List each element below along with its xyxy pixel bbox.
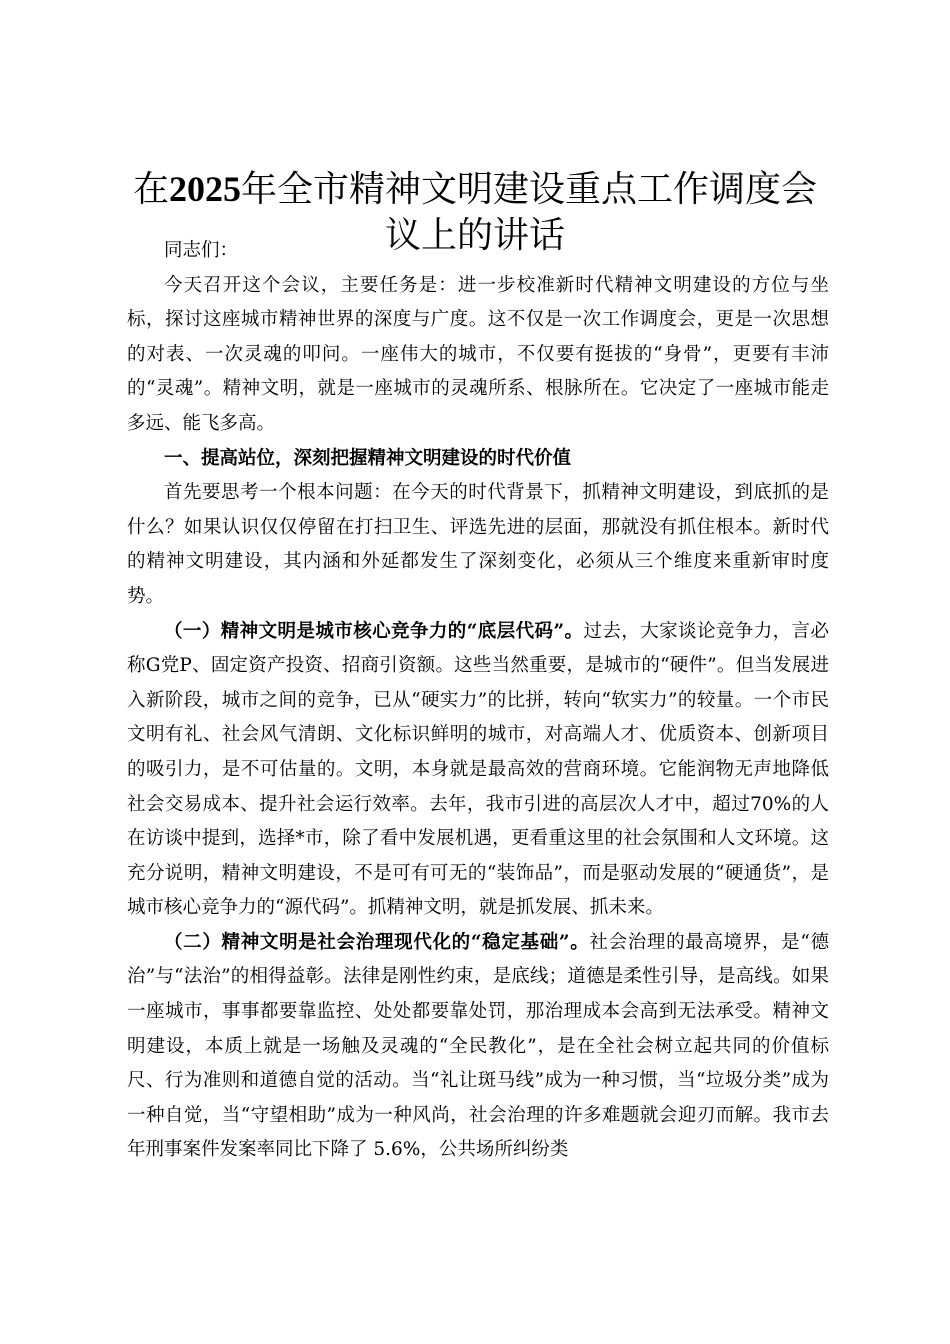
title-main: 年全市精神文明建设重点工作调度会 <box>241 169 818 210</box>
point-2-paragraph <box>127 926 829 1168</box>
title-prefix: 在 <box>132 169 169 210</box>
point-2-text: 社会治理的最高境界，是“德治”与“法治”的相得益彰。法律是刚性约束，是底线；道德是柔性引导，是高线。如果一座城市，事事都要靠监控、处处都要靠处罚，那治理成本会高到无法承受。精神文明建设，本质上就是一场触及灵魂的“全民教化”，是在全社会树立起共同的价值标尺、行为准则和道德自觉的活动。当“礼让斑马线”成为一种习惯，当“垃圾分类”成为一种自觉，当“守望相助”成为一种风尚，社会治理的许多难题就会迎刃而解。我市去年刑事案件发案率同比下降了 5.6%，公共场所纠纷类 <box>127 931 829 1161</box>
point-2-lead: （二）精神文明是社会治理现代化的“稳定基础”。 <box>164 931 590 953</box>
title-line-2: 议上的讲话 <box>384 215 565 256</box>
point-1-paragraph <box>127 615 829 926</box>
title-year: 2025 <box>169 169 241 209</box>
greeting: 同志们： <box>164 240 239 261</box>
section-1-intro: 首先要思考一个根本问题：在今天的时代背景下，抓精神文明建设，到底抓的是什么？如果认识仅仅停留在打扫卫生、评选先进的层面，那就没有抓住根本。新时代的精神文明建设，其内涵和外延都发生了深刻变化，必须从三个维度来重新审时度势。 <box>127 482 829 607</box>
section-1-heading: 一、提高站位，深刻把握精神文明建设的时代价值 <box>164 447 572 469</box>
document-body <box>127 234 829 1168</box>
point-1-text: 过去，大家谈论竞争力，言必称G党P、固定资产投资、招商引资额。这些当然重要，是城市的“硬件”。但当发展进入新阶段，城市之间的竞争，已从“硬实力”的比拼，转向“软实力”的较量。一个市民文明有礼、社会风气清朗、文化标识鲜明的城市，对高端人才、优质资本、创新项目的吸引力，是不可估量的。文明，本身就是最高效的营商环境。它能润物无声地降低社会交易成本、提升社会运行效率。去年，我市引进的高层次人才中，超过70%的人在访谈中提到，选择*市，除了看中发展机遇，更看重这里的社会氛围和人文环境。这充分说明，精神文明建设，不是可有可无的“装饰品”，而是驱动发展的“硬通货”，是城市核心竞争力的“源代码”。抓精神文明，就是抓发展、抓未来。 <box>127 620 829 919</box>
intro-paragraph: 今天召开这个会议，主要任务是：进一步校准新时代精神文明建设的方位与坐标，探讨这座城市精神世界的深度与广度。这不仅是一次工作调度会，更是一次思想的对表、一次灵魂的叩问。一座伟大的城市，不仅要有挺拔的“身骨”，更要有丰沛的“灵魂”。精神文明，就是一座城市的灵魂所系、根脉所在。它决定了一座城市能走多远、能飞多高。 <box>127 274 829 434</box>
point-1-lead: （一）精神文明是城市核心竞争力的“底层代码”。 <box>164 620 584 642</box>
